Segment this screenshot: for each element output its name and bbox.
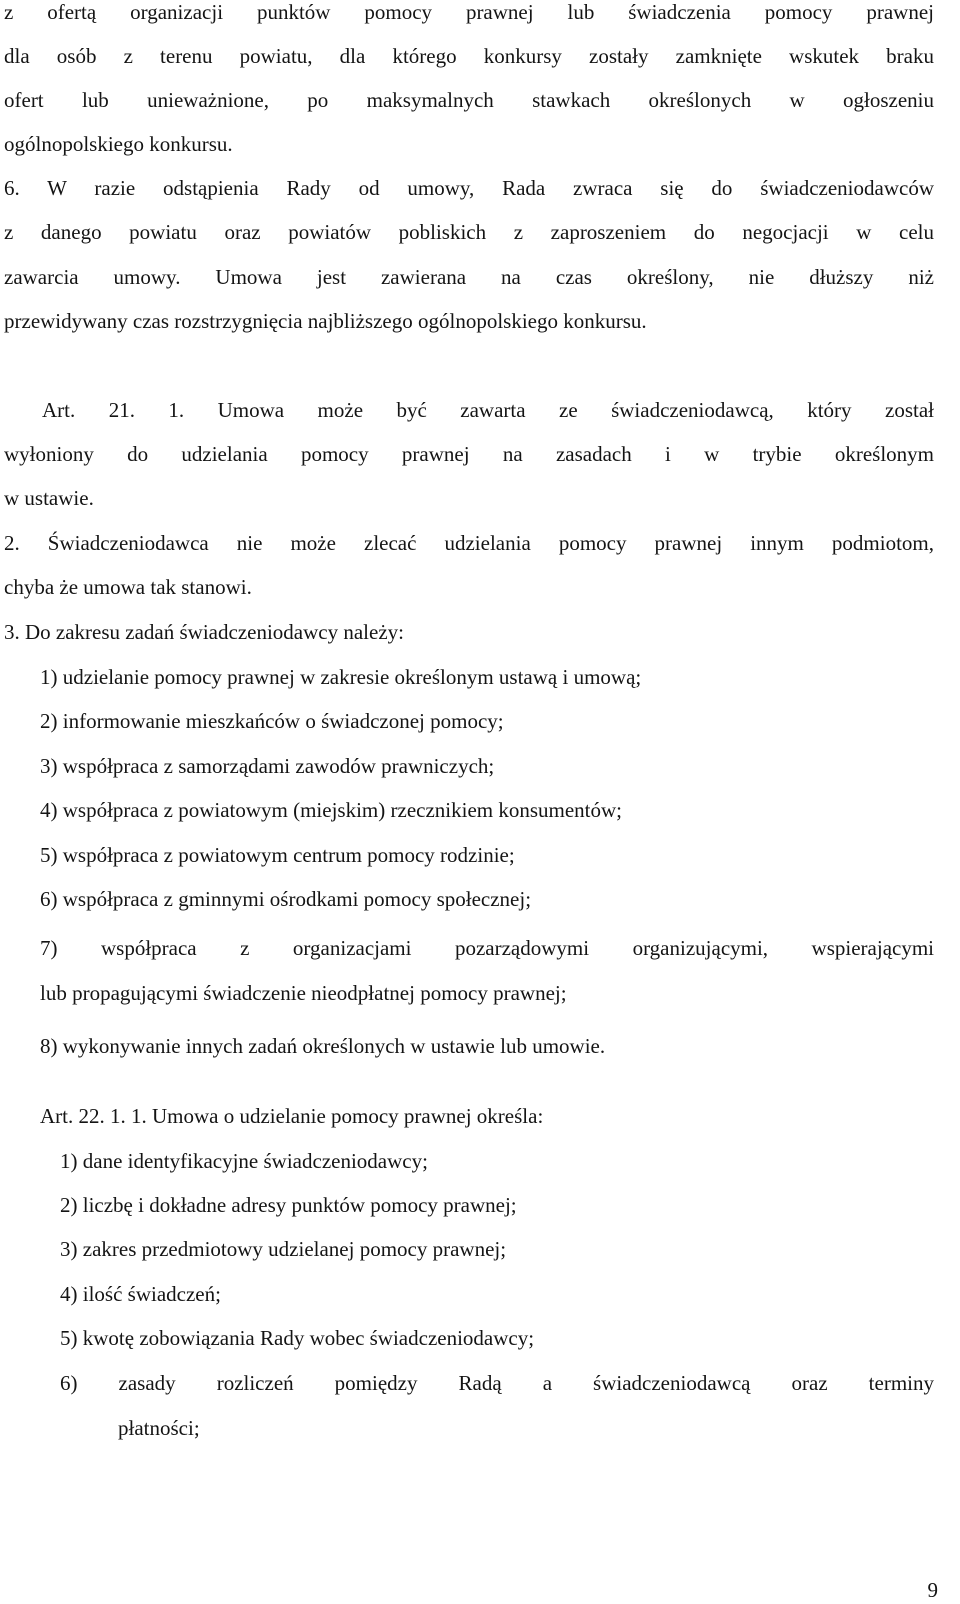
text-line: ofert lub unieważnione, po maksymalnych stawkach określonych w ogłoszeniu: [4, 88, 934, 112]
text-line: zawarcia umowy. Umowa jest zawierana na czas określony, nie dłuższy niż: [4, 265, 934, 289]
list-item-continuation: płatności;: [118, 1416, 200, 1440]
text-line: ogólnopolskiego konkursu.: [4, 132, 233, 156]
list-item: 5) współpraca z powiatowym centrum pomocy rodzinie;: [40, 843, 515, 867]
list-item: 8) wykonywanie innych zadań określonych w ustawie lub umowie.: [40, 1034, 606, 1058]
article-heading-line: Art. 21. 1. Umowa może być zawarta ze świadczeniodawcą, który został: [42, 398, 934, 422]
text-line: z ofertą organizacji punktów pomocy prawnej lub świadczenia pomocy prawnej: [4, 0, 934, 24]
list-item: 7) współpraca z organizacjami pozarządowymi organizującymi, wspierającymi: [40, 936, 934, 960]
list-item: 6) zasady rozliczeń pomiędzy Radą a świadczeniodawcą oraz terminy: [60, 1371, 934, 1395]
text-line: przewidywany czas rozstrzygnięcia najbliższego ogólnopolskiego konkursu.: [4, 309, 647, 333]
text-line: chyba że umowa tak stanowi.: [4, 575, 252, 599]
list-item: 3) współpraca z samorządami zawodów prawniczych;: [40, 754, 495, 778]
article-heading-line: Art. 22. 1. 1. Umowa o udzielanie pomocy prawnej określa:: [40, 1104, 544, 1128]
list-item: 1) dane identyfikacyjne świadczeniodawcy;: [60, 1149, 428, 1173]
text-line: 2. Świadczeniodawca nie może zlecać udzielania pomocy prawnej innym podmiotom,: [4, 531, 934, 555]
list-item: 2) informowanie mieszkańców o świadczonej pomocy;: [40, 709, 504, 733]
list-item: 4) współpraca z powiatowym (miejskim) rzecznikiem konsumentów;: [40, 798, 623, 822]
text-line: 6. W razie odstąpienia Rady od umowy, Rada zwraca się do świadczeniodawców: [4, 176, 934, 200]
list-item: 2) liczbę i dokładne adresy punktów pomocy prawnej;: [60, 1193, 517, 1217]
list-item: 3) zakres przedmiotowy udzielanej pomocy prawnej;: [60, 1237, 507, 1261]
text-line: 3. Do zakresu zadań świadczeniodawcy należy:: [4, 620, 404, 644]
list-item: 1) udzielanie pomocy prawnej w zakresie określonym ustawą i umową;: [40, 665, 642, 689]
text-line: z danego powiatu oraz powiatów pobliskich z zaproszeniem do negocjacji w celu: [4, 220, 934, 244]
text-line: wyłoniony do udzielania pomocy prawnej na zasadach i w trybie określonym: [4, 442, 934, 466]
text-line: w ustawie.: [4, 486, 94, 510]
list-item: 5) kwotę zobowiązania Rady wobec świadczeniodawcy;: [60, 1326, 535, 1350]
list-item: 6) współpraca z gminnymi ośrodkami pomocy społecznej;: [40, 887, 532, 911]
page-number: 9: [927, 1578, 938, 1602]
text-line: dla osób z terenu powiatu, dla którego konkursy zostały zamknięte wskutek braku: [4, 44, 934, 68]
list-item-continuation: lub propagującymi świadczenie nieodpłatnej pomocy prawnej;: [40, 981, 567, 1005]
list-item: 4) ilość świadczeń;: [60, 1282, 221, 1306]
